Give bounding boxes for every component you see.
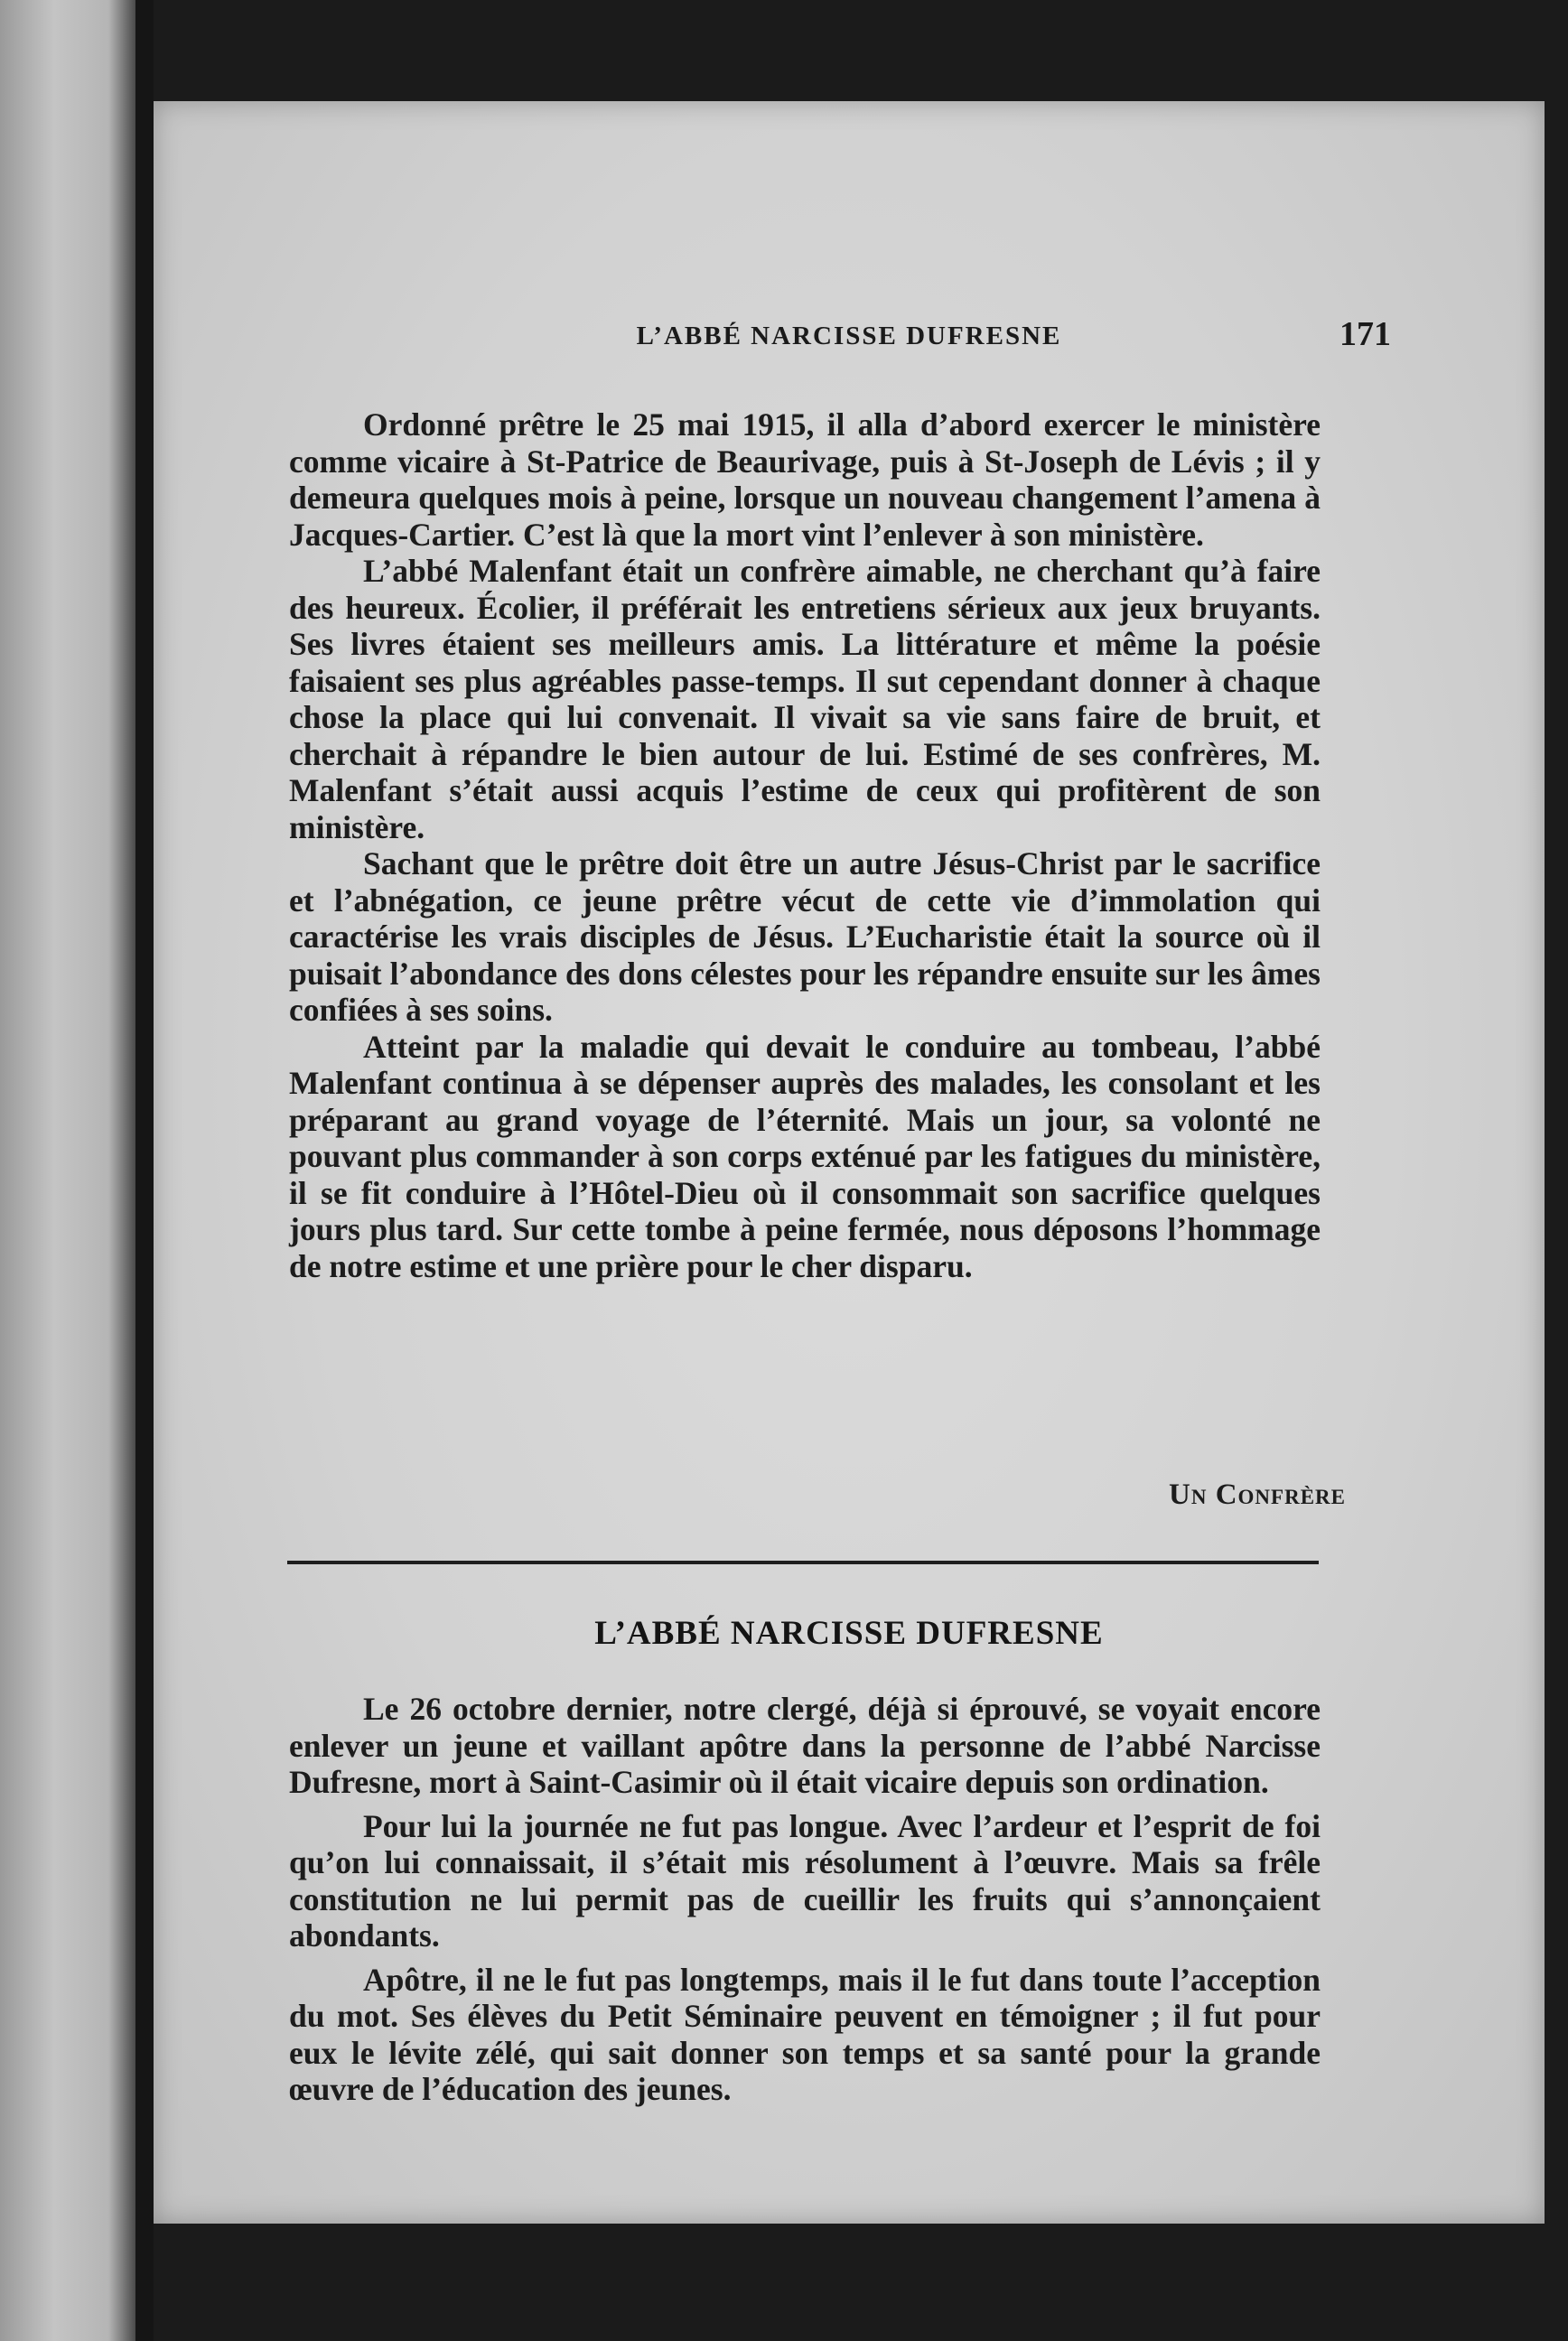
article-heading: L’ABBÉ NARCISSE DUFRESNE xyxy=(594,1615,1104,1652)
new-article-body xyxy=(289,1691,1321,2108)
paragraph: Le 26 octobre dernier, notre clergé, déjà si éprouvé, se voyait encore enlever un jeune et vaillant apôtre dans la personne de l’abbé Narcisse Dufresne, mort à Saint-Casimir où il était vicaire depuis son ordination. xyxy=(289,1691,1321,1800)
paragraph: L’abbé Malenfant était un confrère aimable, ne cherchant qu’à faire des heureux. Écolier, il préférait les entretiens sérieux aux jeux bruyants. Ses livres étaient ses meilleurs amis. La littérature et même la poésie faisaient ses plus agréables passe-temps. Il sut cependant donner à chaque chose la place qui lui convenait. Il vivait sa vie sans faire de bruit, et cherchait à répandre le bien autour de lui. Estimé de ses confrères, M. Malenfant s’était aussi acquis l’estime de ceux qui profitèrent de son ministère. xyxy=(289,553,1321,845)
paragraph: Ordonné prêtre le 25 mai 1915, il alla d’abord exercer le ministère comme vicaire à St-Patrice de Beaurivage, puis à St-Joseph de Lévis ; il y demeura quelques mois à peine, lorsque un nouveau changement l’amena à Jacques-Cartier. C’est là que la mort vint l’enlever à son ministère. xyxy=(289,406,1321,553)
running-head-title: L’ABBÉ NARCISSE DUFRESNE xyxy=(636,322,1062,350)
section-divider xyxy=(287,1561,1319,1564)
book-page xyxy=(154,101,1545,2224)
author-signature: Un Confrère xyxy=(1169,1478,1346,1511)
page-gutter xyxy=(135,0,154,2341)
paragraph: Apôtre, il ne le fut pas longtemps, mais il le fut dans toute l’acception du mot. Ses élèves du Petit Séminaire peuvent en témoigner ; il fut pour eux le lévite zélé, qui sait donner son temps et sa santé pour la grande œuvre de l’éducation des jeunes. xyxy=(289,1961,1321,2107)
page-number: 171 xyxy=(1339,315,1391,353)
facing-page-edge xyxy=(0,0,135,2341)
paragraph: Pour lui la journée ne fut pas longue. Avec l’ardeur et l’esprit de foi qu’on lui connaissait, il s’était mis résolument à l’œuvre. Mais sa frêle constitution ne lui permit pas de cueillir les fruits qui s’annonçaient abondants. xyxy=(289,1807,1321,1954)
continued-article-body xyxy=(289,406,1321,1284)
paragraph: Atteint par la maladie qui devait le conduire au tombeau, l’abbé Malenfant continua à se dépenser auprès des malades, les consolant et les préparant au grand voyage de l’éternité. Mais un jour, sa volonté ne pouvant plus commander à son corps exténué par les fatigues du ministère, il se fit conduire à l’Hôtel-Dieu où il consommait son sacrifice quelques jours plus tard. Sur cette tombe à peine fermée, nous déposons l’hommage de notre estime et une prière pour le cher disparu. xyxy=(289,1028,1321,1284)
running-head xyxy=(154,315,1545,376)
paragraph: Sachant que le prêtre doit être un autre Jésus-Christ par le sacrifice et l’abnégation, ce jeune prêtre vécut de cette vie d’immolation qui caractérise les vrais disciples de Jésus. L’Eucharistie était la source où il puisait l’abondance des dons célestes pour les répandre ensuite sur les âmes confiées à ses soins. xyxy=(289,845,1321,1028)
